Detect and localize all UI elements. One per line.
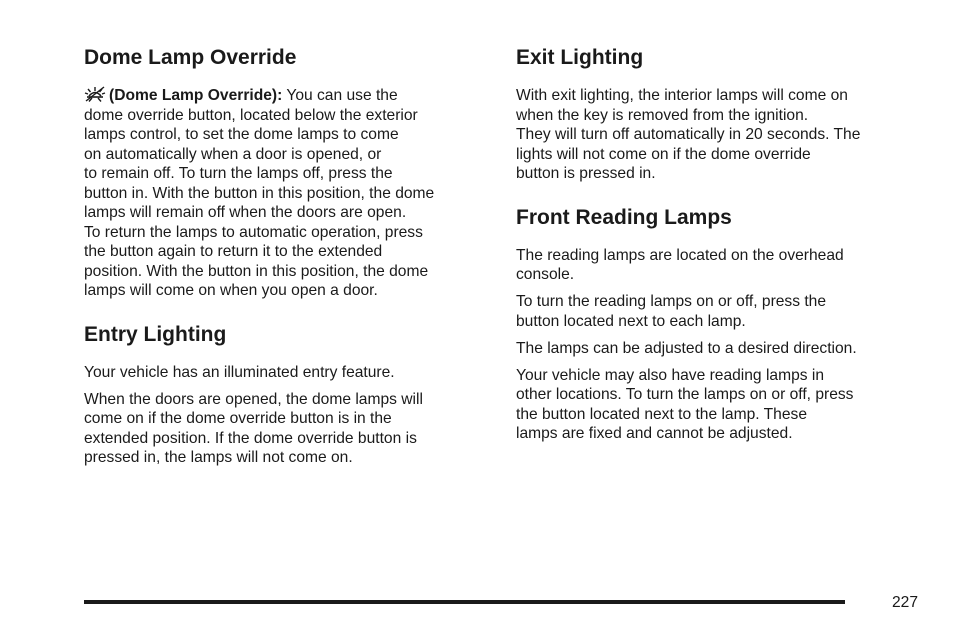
dome-lamp-override-heading: Dome Lamp Override (84, 46, 297, 69)
dome-lamp-override-section (84, 44, 494, 301)
exit-lighting-heading: Exit Lighting (516, 46, 644, 69)
page-number: 227 (891, 594, 918, 611)
dome-lamp-override-intro: (Dome Lamp Override): (109, 87, 283, 104)
front-reading-lamps-paragraph-3: The lamps can be adjusted to a desired direction. (516, 339, 857, 357)
dome-lamp-override-paragraph (84, 86, 494, 301)
footer-rule (84, 600, 845, 604)
entry-lighting-paragraph-1: Your vehicle has an illuminated entry feature. (84, 363, 395, 381)
entry-lighting-section (84, 321, 494, 468)
dome-lamp-override-body: You can use the dome override button, located below the exterior lamps control, to set the dome lamps to come on automatically when a door is opened, or to remain off. To turn the lamps off, press the button in. With the button in this position, the dome lamps will remain off when the doors are open. To return the lamps to automatic operation, press the button again to return it to the extended position. With the button in this position, the dome lamps will come on when you open a door. (84, 87, 435, 299)
entry-lighting-heading: Entry Lighting (84, 322, 227, 346)
right-column (516, 44, 916, 464)
front-reading-lamps-paragraph-4: Your vehicle may also have reading lamps in other locations. To turn the lamps on or off, press the button located next to the lamp. These lamps are fixed and cannot be adjusted. (516, 366, 854, 442)
front-reading-lamps-paragraph-2: To turn the reading lamps on or off, press the button located next to each lamp. (516, 293, 827, 330)
exit-lighting-section (516, 44, 916, 184)
exit-lighting-paragraph-1: With exit lighting, the interior lamps will come on when the key is removed from the ignition. They will turn off automatically in 20 seconds. The lights will not come on if the dome override button is pressed in. (516, 87, 861, 182)
front-reading-lamps-paragraph-1: The reading lamps are located on the overhead console. (516, 246, 844, 283)
front-reading-lamps-section (516, 204, 916, 444)
left-column (84, 44, 494, 488)
dome-lamp-override-icon (84, 86, 106, 102)
entry-lighting-paragraph-2: When the doors are opened, the dome lamps will come on if the dome override button is in the extended position. If the dome override button is pressed in, the lamps will not come on. (84, 390, 423, 466)
front-reading-lamps-heading: Front Reading Lamps (516, 205, 732, 229)
